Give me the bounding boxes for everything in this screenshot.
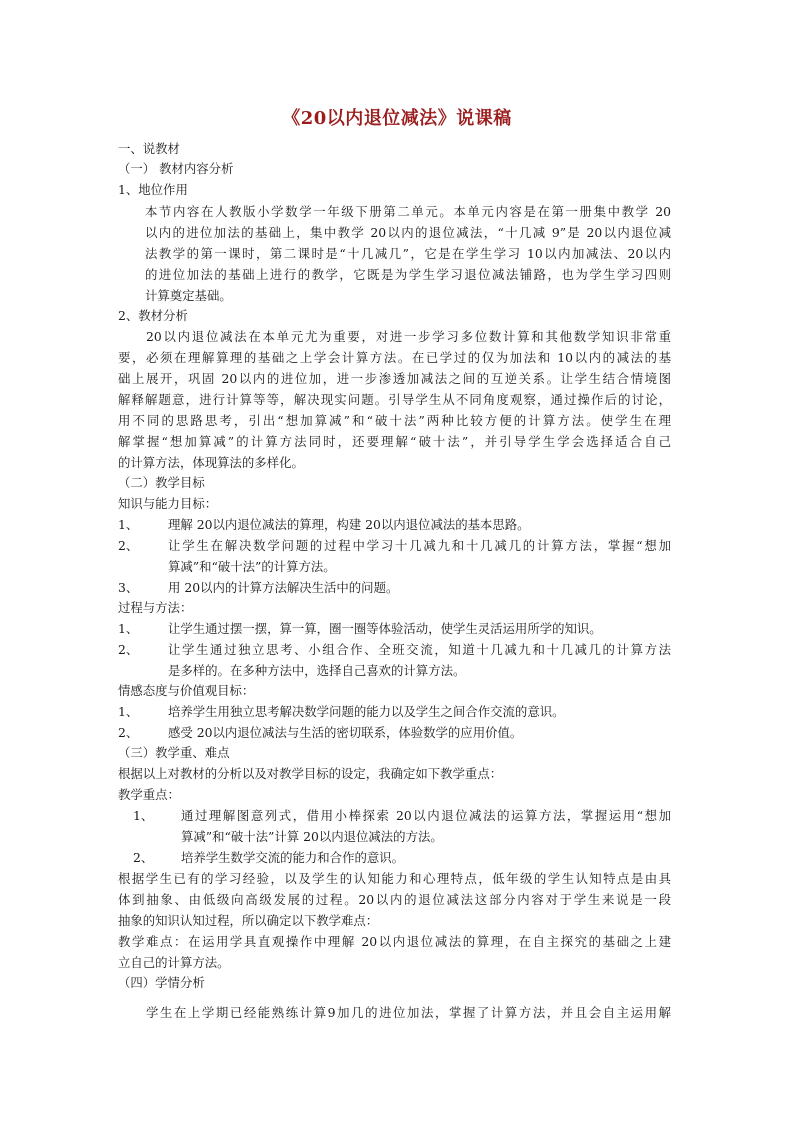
paragraph-line: 20以内退位减法在本单元尤为重要，对进一步学习多位数计算和其他数学知识非常重 (146, 329, 671, 344)
paragraph-line: 以内的进位加法的基础上，集中教学 20以内的退位减法，“十几减 9”是 20以内退位减 (145, 225, 671, 240)
list-number: 1、 (118, 517, 139, 532)
item-heading-analysis: 2、教材分析 (118, 308, 188, 323)
goal-group-heading: 情感态度与价值观目标： (118, 683, 255, 698)
subsection-heading-content-analysis: （一） 教材内容分析 (118, 161, 234, 176)
difficulty-line: 立自己的计算方法。 (118, 955, 230, 970)
paragraph-line: 解释解题意，进行计算等等，解决现实问题。引导学生从不同角度观察，通过操作后的讨论， (118, 392, 671, 407)
list-item-text: 培养学生用独立思考解决数学问题的能力以及学生之间合作交流的意识。 (168, 704, 565, 719)
list-item-text: 算减”和“破十法”的计算方法。 (168, 559, 336, 574)
list-number: 1、 (133, 808, 154, 823)
paragraph-line: 法教学的第一课时，第二课时是“十几减几”，它是在学生学习 10以内加减法、20以内 (145, 246, 671, 261)
list-item-text: 通过理解图意列式，借用小棒探索 20以内退位减法的运算方法，掌握运用“想加 (181, 808, 671, 823)
paragraph-line: 根据学生已有的学习经验，以及学生的认知能力和心理特点，低年级的学生认知特点是由具 (118, 871, 671, 886)
list-number: 1、 (118, 621, 139, 636)
list-number: 2、 (118, 725, 139, 740)
section-heading-1: 一、说教材 (118, 141, 180, 156)
difficulty-line: 教学难点：在运用学具直观操作中理解 20以内退位减法的算理，在自主探究的基础之上建 (118, 934, 671, 949)
page-title: 《20以内退位减法》说课稿 (282, 108, 512, 129)
paragraph-line: 础上展开，巩固 20以内的进位加，进一步渗透加减法之间的互逆关系。让学生结合情境图 (118, 371, 671, 386)
subsection-heading-learner-analysis: （四）学情分析 (118, 975, 205, 990)
list-number: 3、 (118, 580, 139, 595)
list-number: 2、 (118, 642, 139, 657)
list-item-text: 是多样的。在多种方法中，选择自己喜欢的计算方法。 (168, 663, 466, 678)
list-number: 2、 (133, 850, 154, 865)
list-item-text: 让学生通过独立思考、小组合作、全班交流，知道十几减九和十几减几的计算方法 (168, 642, 671, 657)
list-number: 1、 (118, 704, 139, 719)
item-heading-role: 1、地位作用 (118, 182, 188, 197)
paragraph-line: 根据以上对教材的分析以及对教学目标的设定，我确定如下教学重点： (118, 766, 503, 781)
list-item-text: 培养学生数学交流的能力和合作的意识。 (181, 850, 405, 865)
subsection-heading-key-points: （三）教学重、难点 (118, 745, 230, 760)
paragraph-line: 学生在上学期已经能熟练计算9加几的进位加法，掌握了计算方法，并且会自主运用解 (146, 1005, 671, 1020)
paragraph-line: 计算奠定基础。 (145, 288, 232, 303)
paragraph-line: 解掌握“想加算减”的计算方法同时，还要理解“破十法”，并引导学生学会选择适合自己 (118, 434, 671, 449)
list-item-text: 算减”和“破十法”计算 20以内退位减法的方法。 (181, 829, 443, 844)
paragraph-line: 的计算方法，体现算法的多样化。 (118, 455, 304, 470)
paragraph-line: 抽象的知识认知过程，所以确定以下教学难点： (118, 913, 379, 928)
paragraph-line: 的进位加法的基础上进行的教学，它既是为学生学习退位减法铺路，也为学生学习四则 (145, 267, 671, 282)
list-number: 2、 (118, 538, 139, 553)
list-item-text: 理解 20以内退位减法的算理，构建 20以内退位减法的基本思路。 (168, 517, 530, 532)
paragraph-line: 本节内容在人教版小学数学一年级下册第二单元。本单元内容是在第一册集中教学 20 (145, 204, 671, 219)
key-points-heading: 教学重点： (118, 787, 180, 802)
list-item-text: 让学生通过摆一摆，算一算，圈一圈等体验活动，使学生灵活运用所学的知识。 (168, 621, 602, 636)
paragraph-line: 体到抽象、由低级向高级发展的过程。20以内的退位减法这部分内容对于学生来说是一段 (118, 892, 671, 907)
list-item-text: 用 20以内的计算方法解决生活中的问题。 (168, 580, 399, 595)
paragraph-line: 用不同的思路思考，引出“想加算减”和“破十法”两种比较方便的计算方法。使学生在理 (118, 413, 671, 428)
goal-group-heading: 过程与方法： (118, 600, 193, 615)
goal-group-heading: 知识与能力目标： (118, 496, 218, 511)
paragraph-line: 要，必须在理解算理的基础之上学会计算方法。在已学过的仅为加法和 10以内的减法的基 (118, 350, 671, 365)
subsection-heading-objectives: （二）教学目标 (118, 475, 205, 490)
list-item-text: 让学生在解决数学问题的过程中学习十几减九和十几减几的计算方法，掌握“想加 (168, 538, 671, 553)
list-item-text: 感受 20以内退位减法与生活的密切联系，体验数学的应用价值。 (168, 725, 523, 740)
